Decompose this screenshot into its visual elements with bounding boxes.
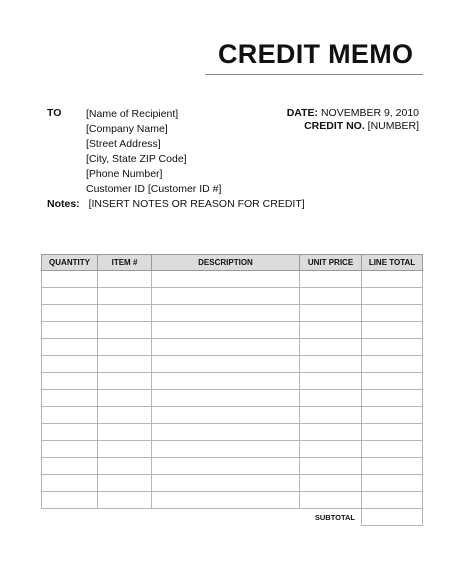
date-line — [287, 107, 419, 120]
subtotal-row — [42, 509, 423, 526]
item-number-cell[interactable] — [98, 424, 152, 441]
quantity-cell[interactable] — [42, 475, 98, 492]
quantity-cell[interactable] — [42, 271, 98, 288]
description-cell[interactable] — [152, 390, 300, 407]
item-number-cell[interactable] — [98, 492, 152, 509]
line-total-cell[interactable] — [362, 407, 423, 424]
table-row — [42, 458, 423, 475]
table-row — [42, 424, 423, 441]
quantity-cell[interactable] — [42, 305, 98, 322]
unit-price-cell[interactable] — [300, 492, 362, 509]
line-total-cell[interactable] — [362, 322, 423, 339]
header-quantity: QUANTITY — [42, 255, 98, 271]
table-row — [42, 288, 423, 305]
memo-meta — [287, 107, 419, 133]
line-total-cell[interactable] — [362, 441, 423, 458]
header-item-number: ITEM # — [98, 255, 152, 271]
description-cell[interactable] — [152, 271, 300, 288]
table-row — [42, 407, 423, 424]
line-total-cell[interactable] — [362, 305, 423, 322]
unit-price-cell[interactable] — [300, 339, 362, 356]
header-description: DESCRIPTION — [152, 255, 300, 271]
notes-line — [47, 198, 305, 210]
city-state-zip: [City, State ZIP Code] — [86, 153, 187, 165]
quantity-cell[interactable] — [42, 390, 98, 407]
description-cell[interactable] — [152, 305, 300, 322]
quantity-cell[interactable] — [42, 407, 98, 424]
line-total-cell[interactable] — [362, 339, 423, 356]
quantity-cell[interactable] — [42, 288, 98, 305]
unit-price-cell[interactable] — [300, 441, 362, 458]
quantity-cell[interactable] — [42, 424, 98, 441]
unit-price-cell[interactable] — [300, 305, 362, 322]
table-row — [42, 356, 423, 373]
line-total-cell[interactable] — [362, 390, 423, 407]
description-cell[interactable] — [152, 339, 300, 356]
credit-no-label: CREDIT NO. — [304, 120, 365, 132]
date-label: DATE: — [286, 107, 319, 119]
description-cell[interactable] — [152, 441, 300, 458]
page-title: CREDIT MEMO — [218, 39, 414, 69]
item-number-cell[interactable] — [98, 271, 152, 288]
table-row — [42, 390, 423, 407]
item-number-cell[interactable] — [98, 339, 152, 356]
quantity-cell[interactable] — [42, 492, 98, 509]
description-cell[interactable] — [152, 492, 300, 509]
notes-text: [INSERT NOTES OR REASON FOR CREDIT] — [88, 198, 305, 210]
line-total-cell[interactable] — [362, 356, 423, 373]
table-row — [42, 271, 423, 288]
item-number-cell[interactable] — [98, 475, 152, 492]
item-number-cell[interactable] — [98, 390, 152, 407]
table-row — [42, 305, 423, 322]
description-cell[interactable] — [152, 288, 300, 305]
line-total-cell[interactable] — [362, 271, 423, 288]
item-number-cell[interactable] — [98, 305, 152, 322]
description-cell[interactable] — [152, 458, 300, 475]
description-cell[interactable] — [152, 322, 300, 339]
table-row — [42, 373, 423, 390]
unit-price-cell[interactable] — [300, 424, 362, 441]
title-underline — [205, 74, 423, 75]
quantity-cell[interactable] — [42, 458, 98, 475]
item-number-cell[interactable] — [98, 322, 152, 339]
unit-price-cell[interactable] — [300, 390, 362, 407]
table-row — [42, 339, 423, 356]
line-total-cell[interactable] — [362, 288, 423, 305]
description-cell[interactable] — [152, 424, 300, 441]
quantity-cell[interactable] — [42, 356, 98, 373]
unit-price-cell[interactable] — [300, 373, 362, 390]
unit-price-cell[interactable] — [300, 356, 362, 373]
line-items-table — [41, 254, 423, 526]
phone-number: [Phone Number] — [86, 168, 163, 180]
header-line-total: LINE TOTAL — [362, 255, 423, 271]
header-unit-price: UNIT PRICE — [300, 255, 362, 271]
line-total-cell[interactable] — [362, 373, 423, 390]
credit-no-line — [287, 120, 419, 133]
quantity-cell[interactable] — [42, 322, 98, 339]
line-total-cell[interactable] — [362, 492, 423, 509]
subtotal-value-cell[interactable] — [362, 509, 423, 526]
item-number-cell[interactable] — [98, 458, 152, 475]
unit-price-cell[interactable] — [300, 458, 362, 475]
item-number-cell[interactable] — [98, 441, 152, 458]
item-number-cell[interactable] — [98, 373, 152, 390]
notes-label: Notes: — [47, 198, 80, 210]
credit-no-value: [NUMBER] — [367, 120, 419, 132]
subtotal-label: SUBTOTAL — [314, 512, 355, 522]
line-total-cell[interactable] — [362, 458, 423, 475]
description-cell[interactable] — [152, 407, 300, 424]
unit-price-cell[interactable] — [300, 475, 362, 492]
item-number-cell[interactable] — [98, 356, 152, 373]
quantity-cell[interactable] — [42, 373, 98, 390]
item-number-cell[interactable] — [98, 288, 152, 305]
company-name: [Company Name] — [86, 123, 168, 135]
table-row — [42, 475, 423, 492]
unit-price-cell[interactable] — [300, 407, 362, 424]
recipient-address — [86, 107, 221, 197]
line-total-cell[interactable] — [362, 475, 423, 492]
description-cell[interactable] — [152, 356, 300, 373]
table-row — [42, 492, 423, 509]
street-address: [Street Address] — [86, 138, 161, 150]
quantity-cell[interactable] — [42, 441, 98, 458]
table-row — [42, 322, 423, 339]
unit-price-cell[interactable] — [300, 271, 362, 288]
quantity-cell[interactable] — [42, 339, 98, 356]
customer-id: Customer ID [Customer ID #] — [86, 183, 222, 195]
table-row — [42, 441, 423, 458]
date-value: NOVEMBER 9, 2010 — [320, 107, 419, 119]
item-number-cell[interactable] — [98, 407, 152, 424]
line-total-cell[interactable] — [362, 424, 423, 441]
unit-price-cell[interactable] — [300, 322, 362, 339]
table-header-row — [42, 255, 423, 271]
to-label: TO — [47, 107, 62, 119]
description-cell[interactable] — [152, 475, 300, 492]
unit-price-cell[interactable] — [300, 288, 362, 305]
recipient-name: [Name of Recipient] — [86, 108, 179, 120]
description-cell[interactable] — [152, 373, 300, 390]
